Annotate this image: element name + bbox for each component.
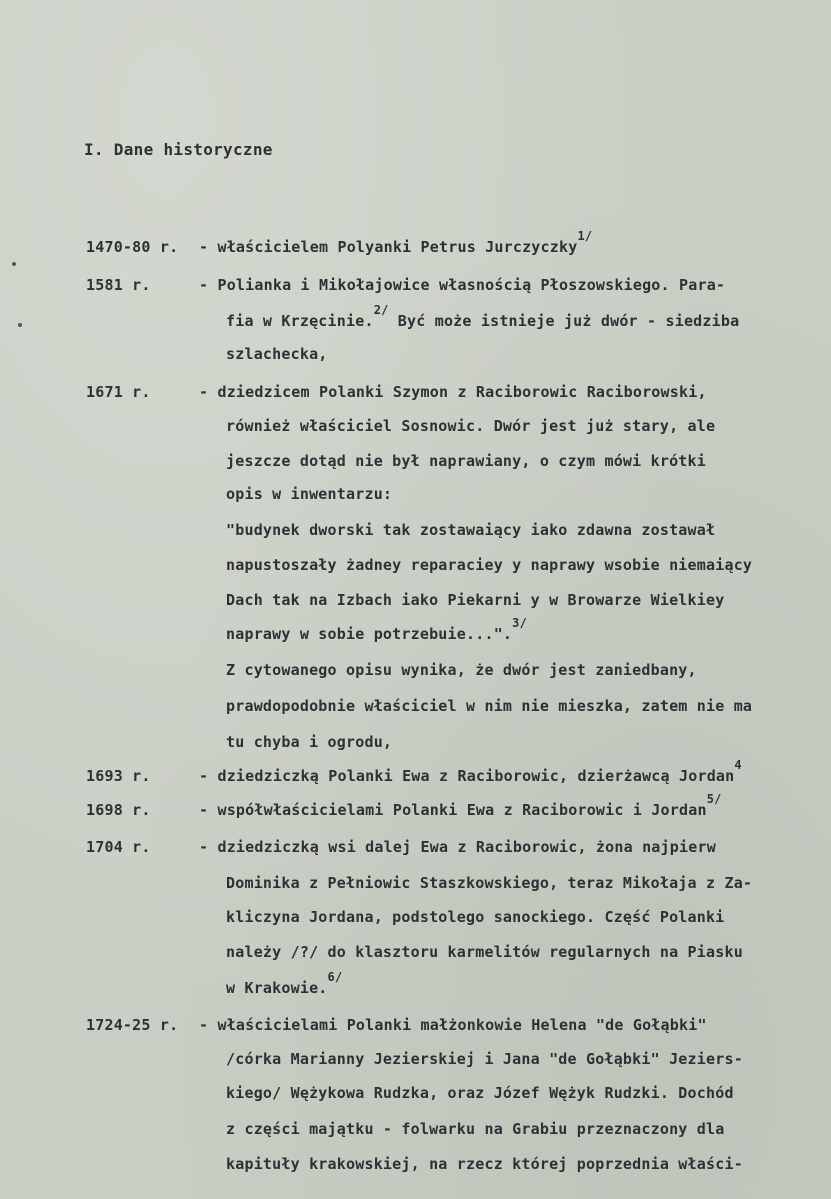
entry-line: kliczyna Jordana, podstolego sanockiego. Część Polanki xyxy=(226,908,725,926)
footnote-ref: 6/ xyxy=(327,970,343,984)
entry-year: 1704 r. xyxy=(86,838,151,856)
paper-speck xyxy=(12,262,16,266)
entry-line: szlachecka, xyxy=(226,345,328,363)
entry-line: kiego/ Wężykowa Rudzka, oraz Józef Wężyk Rudzki. Dochód xyxy=(226,1084,734,1102)
entry-line: naprawy w sobie potrzebuie...".$^{3/}$ xyxy=(226,616,528,643)
entry-line: /córka Marianny Jezierskiej i Jana "de Gołąbki" Jeziers- xyxy=(226,1050,743,1068)
footnote-ref: 2/ xyxy=(373,303,389,317)
entry-line: tu chyba i ogrodu, xyxy=(226,733,393,751)
entry-line: Z cytowanego opisu wynika, że dwór jest zaniedbany, xyxy=(226,661,697,679)
footnote-ref: 4 xyxy=(734,758,742,772)
entry-line: Dach tak na Izbach iako Piekarni y w Browarze Wielkiey xyxy=(226,591,725,609)
section-heading: I. Dane historyczne xyxy=(84,140,273,159)
entry-line: jeszcze dotąd nie był naprawiany, o czym mówi krótki xyxy=(226,452,706,470)
entry-year: 1698 r. xyxy=(86,801,151,819)
entry-year: 1671 r. xyxy=(86,383,151,401)
entry-year: 1693 r. xyxy=(86,767,151,785)
entry-line: "budynek dworski tak zostawaiący iako zdawna zostawał xyxy=(226,521,716,539)
entry-line: - współwłaścicielami Polanki Ewa z Raciborowic i Jordan$^{5/}$ xyxy=(199,792,722,819)
entry-line: opis w inwentarzu: xyxy=(226,485,393,503)
entry-line: prawdopodobnie właściciel w nim nie mieszka, zatem nie ma xyxy=(226,697,753,715)
entry-line: - dziedziczką wsi dalej Ewa z Raciborowic, żona najpierw xyxy=(199,838,716,856)
entry-line: należy /?/ do klasztoru karmelitów regularnych na Piasku xyxy=(226,943,743,961)
entry-year: 1470-80 r. xyxy=(86,238,179,256)
entry-line: w Krakowie.$^{6/}$ xyxy=(226,970,343,997)
entry-line: - dziedzicem Polanki Szymon z Raciborowic Raciborowski, xyxy=(199,383,707,401)
entry-line: z części majątku - folwarku na Grabiu przeznaczony dla xyxy=(226,1120,725,1138)
entry-line: - właścicielem Polyanki Petrus Jurczyczky$^{1/}$ xyxy=(199,229,593,256)
entry-line: - właścicielami Polanki małżonkowie Helena "de Gołąbki" xyxy=(199,1016,707,1034)
paper-speck xyxy=(18,323,22,327)
entry-line: kapituły krakowskiej, na rzecz której poprzednia właści- xyxy=(226,1155,743,1173)
footnote-ref: 3/ xyxy=(512,616,528,630)
entry-line: napustoszały żadney reparaciey y naprawy wsobie niemaiący xyxy=(226,556,753,574)
entry-line: fia w Krzęcinie.$^{2/}$ Być może istnieje już dwór - siedziba xyxy=(226,303,740,330)
footnote-ref: 5/ xyxy=(706,792,722,806)
entry-line: - Polianka i Mikołajowice własnością Płoszowskiego. Para- xyxy=(199,276,726,294)
entry-year: 1724-25 r. xyxy=(86,1016,179,1034)
entry-line: - dziedziczką Polanki Ewa z Raciborowic, dzierżawcą Jordan$^4$ xyxy=(199,758,742,785)
entry-year: 1581 r. xyxy=(86,276,151,294)
entry-line: również właściciel Sosnowic. Dwór jest już stary, ale xyxy=(226,417,716,435)
entry-line: Dominika z Pełniowic Staszkowskiego, teraz Mikołaja z Za- xyxy=(226,874,753,892)
footnote-ref: 1/ xyxy=(577,229,593,243)
